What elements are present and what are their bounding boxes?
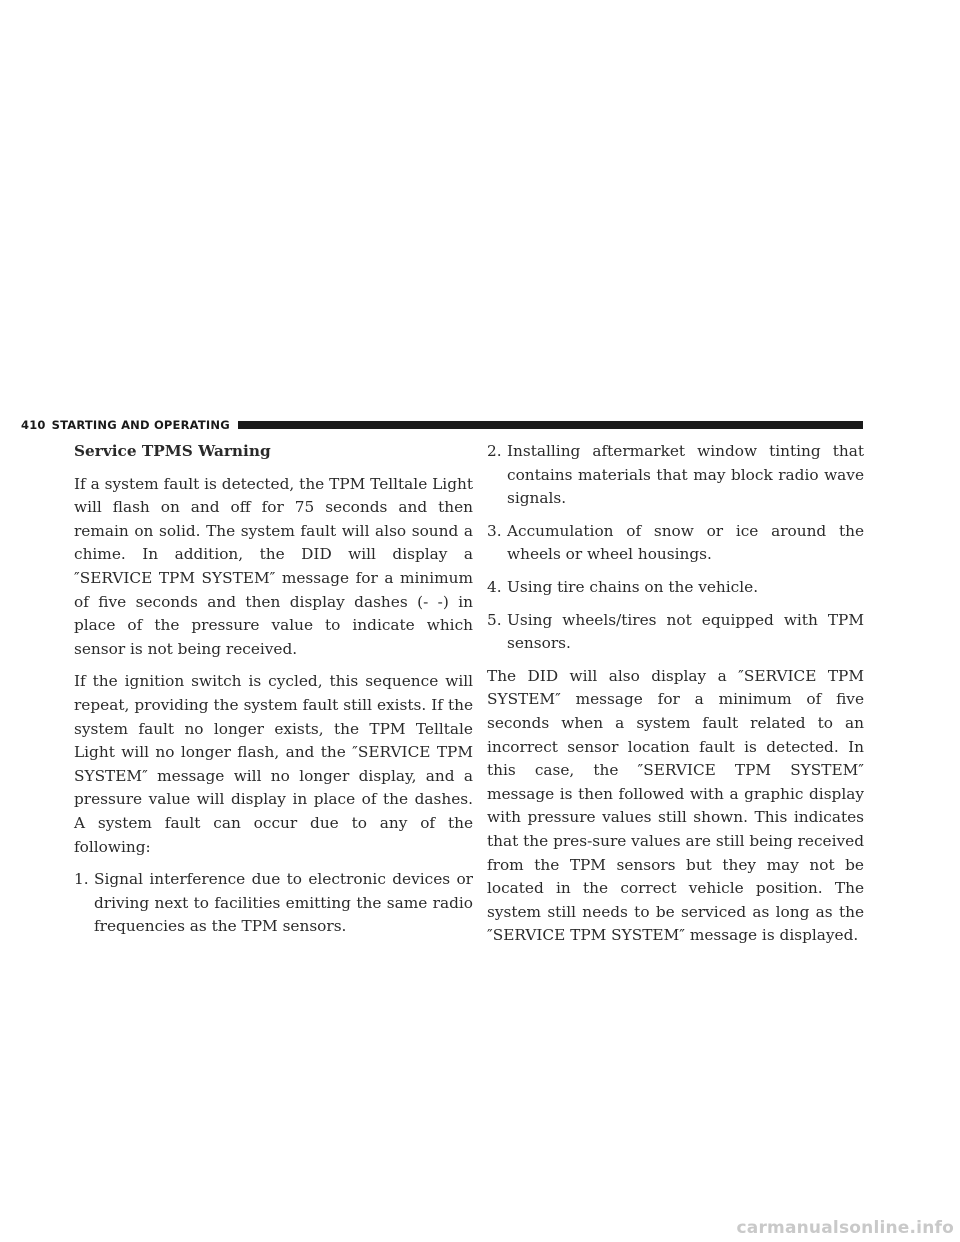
list-item xyxy=(487,576,864,600)
list-text: Using tire chains on the vehicle. xyxy=(507,577,759,596)
section-title: STARTING AND OPERATING xyxy=(51,418,230,432)
list-text: Accumulation of snow or ice around the wheels or wheel housings. xyxy=(507,521,864,564)
section-heading: Service TPMS Warning xyxy=(74,442,271,460)
list-number: 1. xyxy=(74,870,89,889)
list-text: Signal interference due to electronic devices or driving next to facilities emitting the same radio frequencies as the TPM sensors. xyxy=(94,870,473,936)
list-number: 4. xyxy=(487,577,502,596)
list-number: 5. xyxy=(487,610,502,629)
list-item xyxy=(487,440,864,511)
list-text: Using wheels/tires not equipped with TPM sensors. xyxy=(507,610,864,653)
header-rule xyxy=(238,421,863,429)
watermark-logo: carmanualsonline.info xyxy=(736,1218,954,1238)
list-item xyxy=(487,609,864,656)
list-text: Installing aftermarket window tinting that contains materials that may block radio wave signals. xyxy=(507,442,864,508)
list-number: 3. xyxy=(487,521,502,540)
right-column xyxy=(487,440,864,957)
left-column xyxy=(74,440,473,948)
paragraph: If a system fault is detected, the TPM Telltale Light will flash on and off for 75 seconds and then remain on solid. The system fault will also sound a chime. In addition, the DID will display a ″SERVICE TPM SYSTEM″ message for a minimum of five seconds and then display dashes (- -) in place of the pressure value to indicate which sensor is not being received. xyxy=(74,474,473,658)
page-header xyxy=(21,418,863,432)
page-number: 410 xyxy=(21,418,46,432)
paragraph: If the ignition switch is cycled, this sequence will repeat, providing the system fault still exists. If the system fault no longer exists, the TPM Telltale Light will no longer flash, and the ″SERVICE TPM SYSTEM″ message will no longer display, and a pressure value will display in place of the dashes. A system fault can occur due to any of the following: xyxy=(74,672,473,856)
paragraph: The DID will also display a ″SERVICE TPM SYSTEM″ message for a minimum of five seconds when a system fault related to an incorrect sensor location fault is detected. In this case, the ″SERVICE TPM SYSTEM″ message is then followed with a graphic display with pressure values still shown. This indicates that the pres-sure values are still being received from the TPM sensors but they may not be located in the correct vehicle position. The system still needs to be serviced as long as the ″SERVICE TPM SYSTEM″ message is displayed. xyxy=(487,666,864,945)
list-number: 2. xyxy=(487,442,502,460)
list-item xyxy=(487,520,864,567)
list-item xyxy=(74,868,473,939)
